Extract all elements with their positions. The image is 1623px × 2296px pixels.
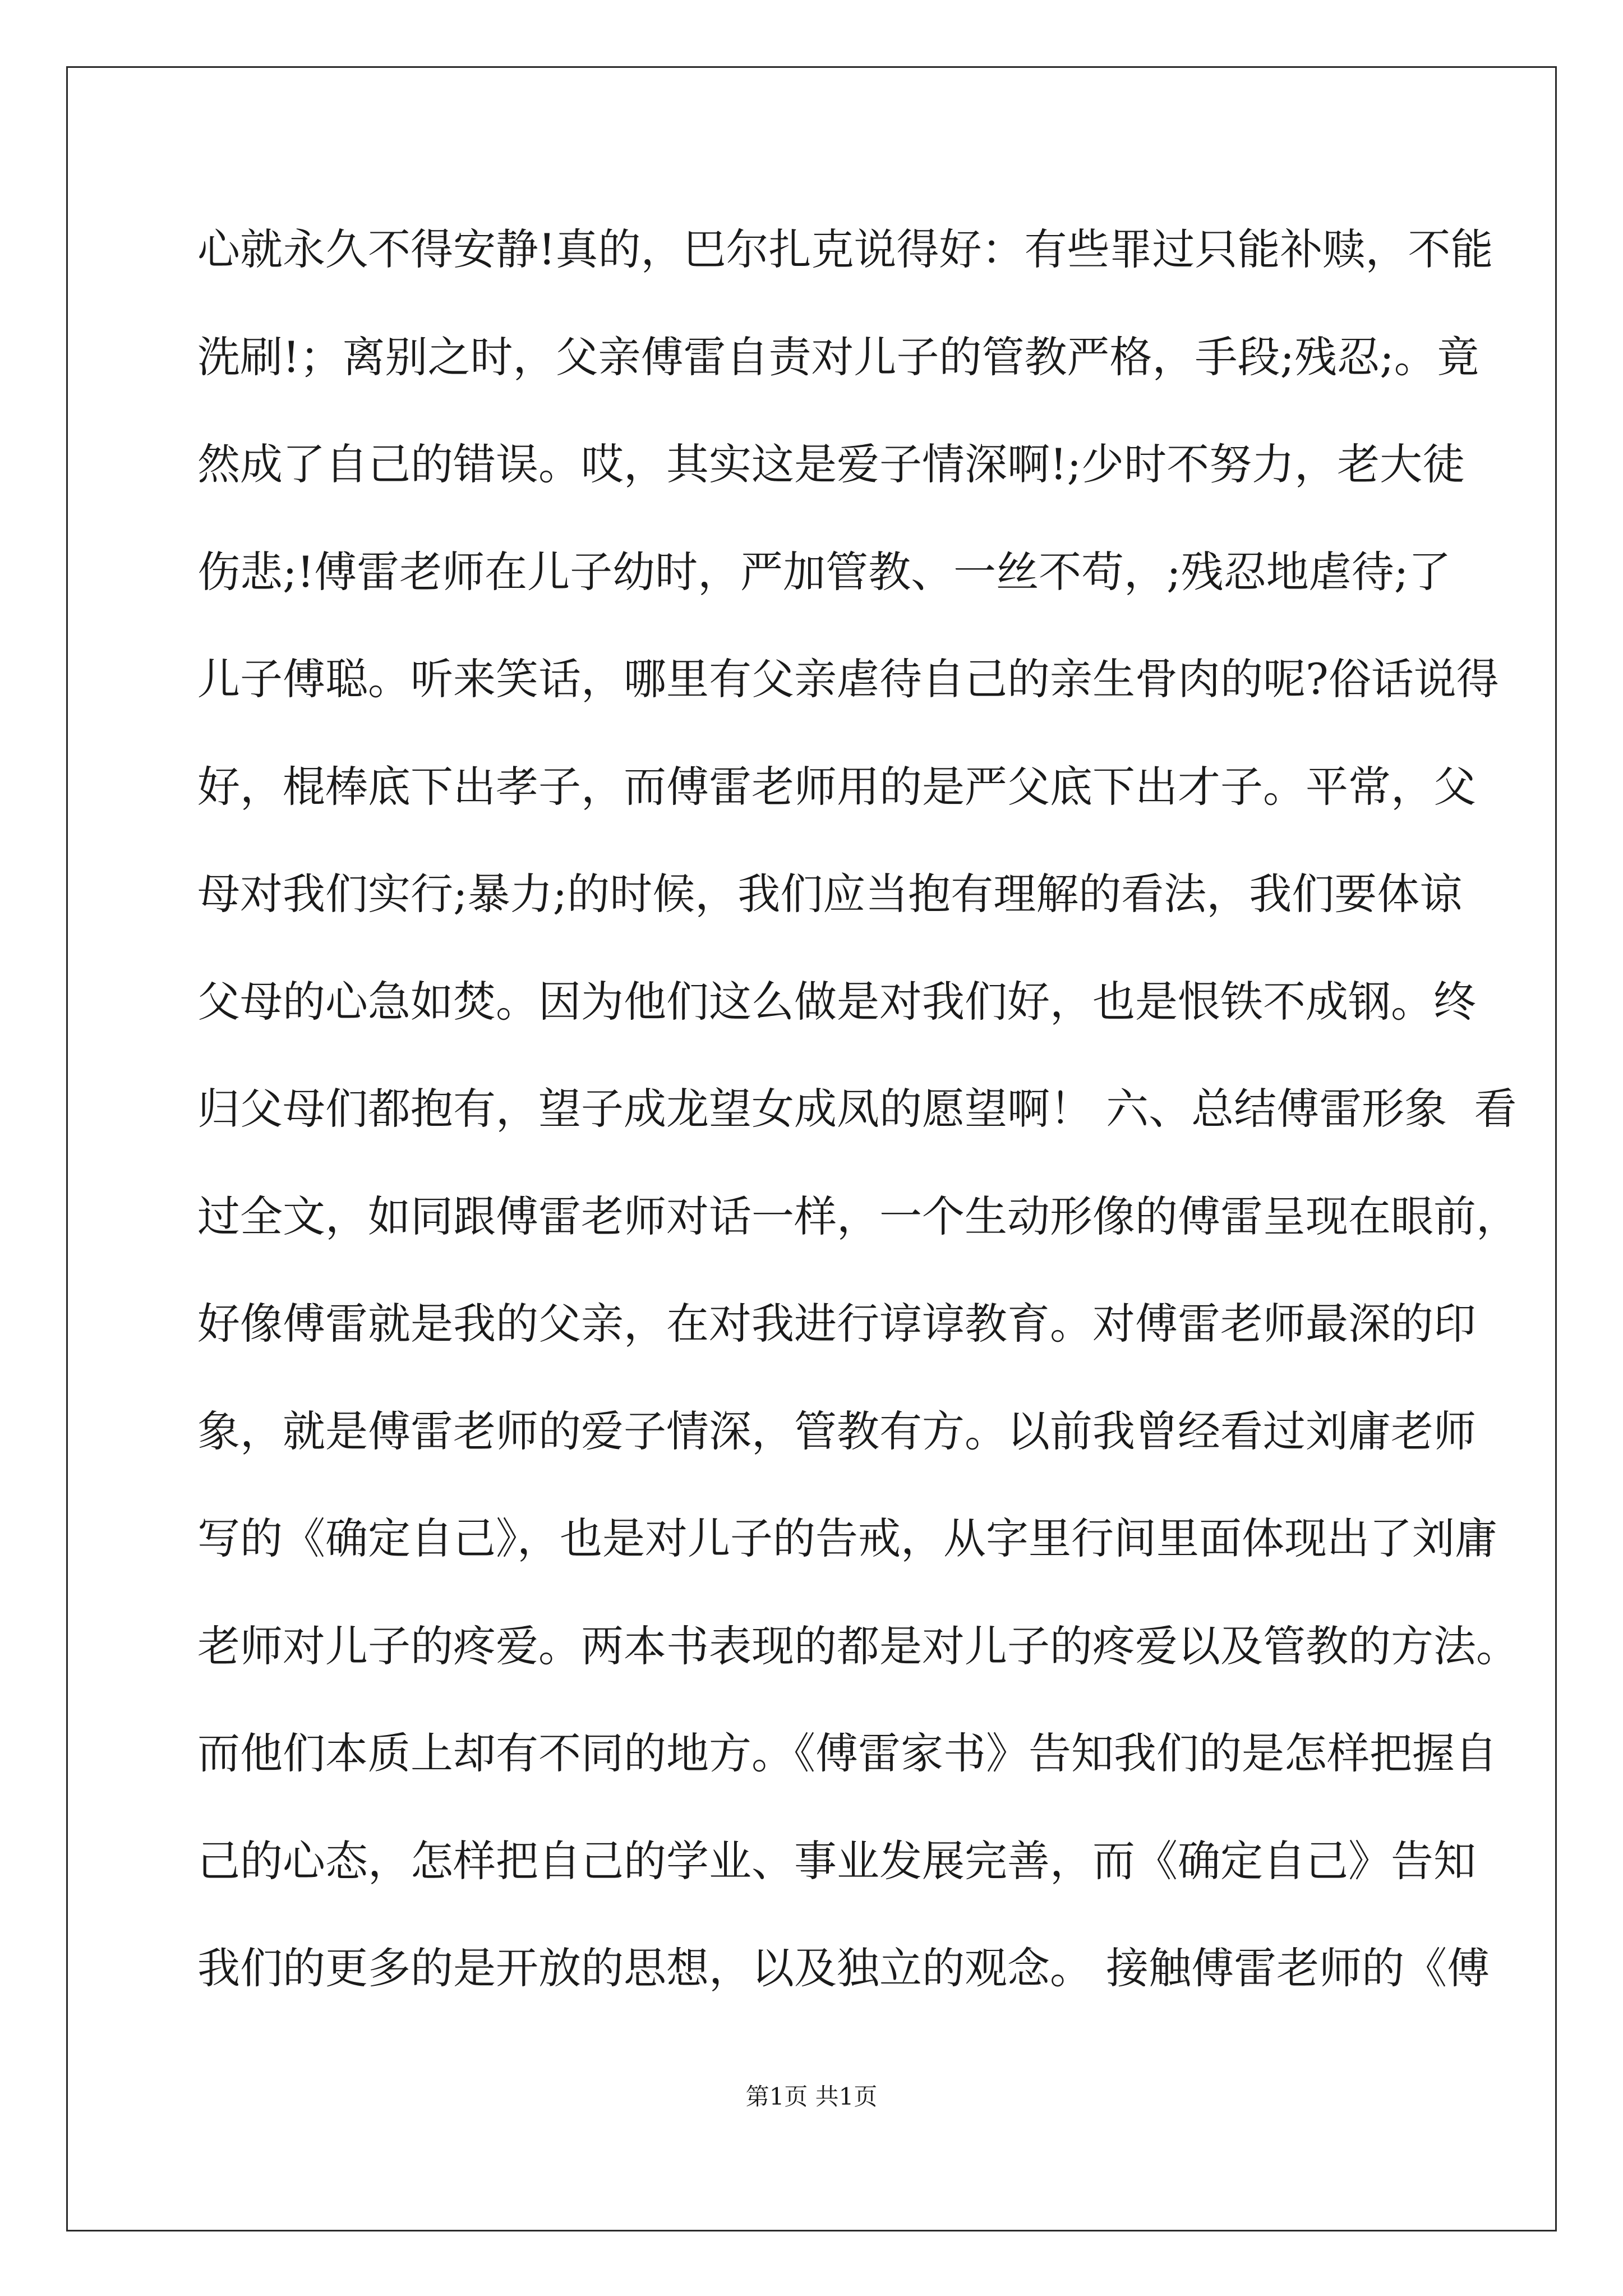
text-line: 好，棍棒底下出孝子，而傅雷老师用的是严父底下出才子。平常，父 bbox=[197, 761, 1476, 812]
text-line: 洗刷!；离别之时，父亲傅雷自责对儿子的管教严格，手段;残忍;。竟 bbox=[197, 332, 1479, 382]
text-line: 写的《确定自己》，也是对儿子的告戒，从字里行间里面体现出了刘庸 bbox=[197, 1513, 1497, 1563]
text-line: 伤悲;!傅雷老师在儿子幼时，严加管教、一丝不苟，;残忍地虐待;了 bbox=[197, 546, 1451, 597]
text-line: 己的心态，怎样把自己的学业、事业发展完善，而《确定自己》告知 bbox=[197, 1835, 1476, 1886]
page-number: 第1页 共1页 bbox=[745, 2083, 878, 2110]
text-line: 然成了自己的错误。哎，其实这是爱子情深啊!;少时不努力，老大徒 bbox=[197, 439, 1465, 489]
text-line: 母对我们实行;暴力;的时候，我们应当抱有理解的看法，我们要体谅 bbox=[197, 869, 1463, 919]
text-line: 心就永久不得安静!真的，巴尔扎克说得好：有些罪过只能补赎，不能 bbox=[197, 224, 1493, 274]
text-line: 而他们本质上却有不同的地方。《傅雷家书》告知我们的是怎样把握自 bbox=[197, 1728, 1497, 1778]
document-body bbox=[197, 208, 1519, 2034]
text-line: 好像傅雷就是我的父亲，在对我进行谆谆教育。对傅雷老师最深的印 bbox=[197, 1299, 1476, 1349]
text-line: 父母的心急如焚。因为他们这么做是对我们好，也是恨铁不成钢。终 bbox=[197, 976, 1476, 1027]
text-line: 儿子傅聪。听来笑话，哪里有父亲虐待自己的亲生骨肉的呢?俗话说得 bbox=[197, 654, 1499, 704]
text-line: 老师对儿子的疼爱。两本书表现的都是对儿子的疼爱以及管教的方法。 bbox=[197, 1621, 1519, 1671]
text-line: 过全文，如同跟傅雷老师对话一样，一个生动形像的傅雷呈现在眼前， bbox=[197, 1191, 1519, 1241]
text-line: 归父母们都抱有，望子成龙望女成凤的愿望啊！ 六、总结傅雷形象 看 bbox=[197, 1084, 1517, 1134]
text-line: 我们的更多的是开放的思想，以及独立的观念。 接触傅雷老师的《傅 bbox=[197, 1943, 1490, 1993]
text-line: 象，就是傅雷老师的爱子情深，管教有方。以前我曾经看过刘庸老师 bbox=[197, 1406, 1476, 1456]
